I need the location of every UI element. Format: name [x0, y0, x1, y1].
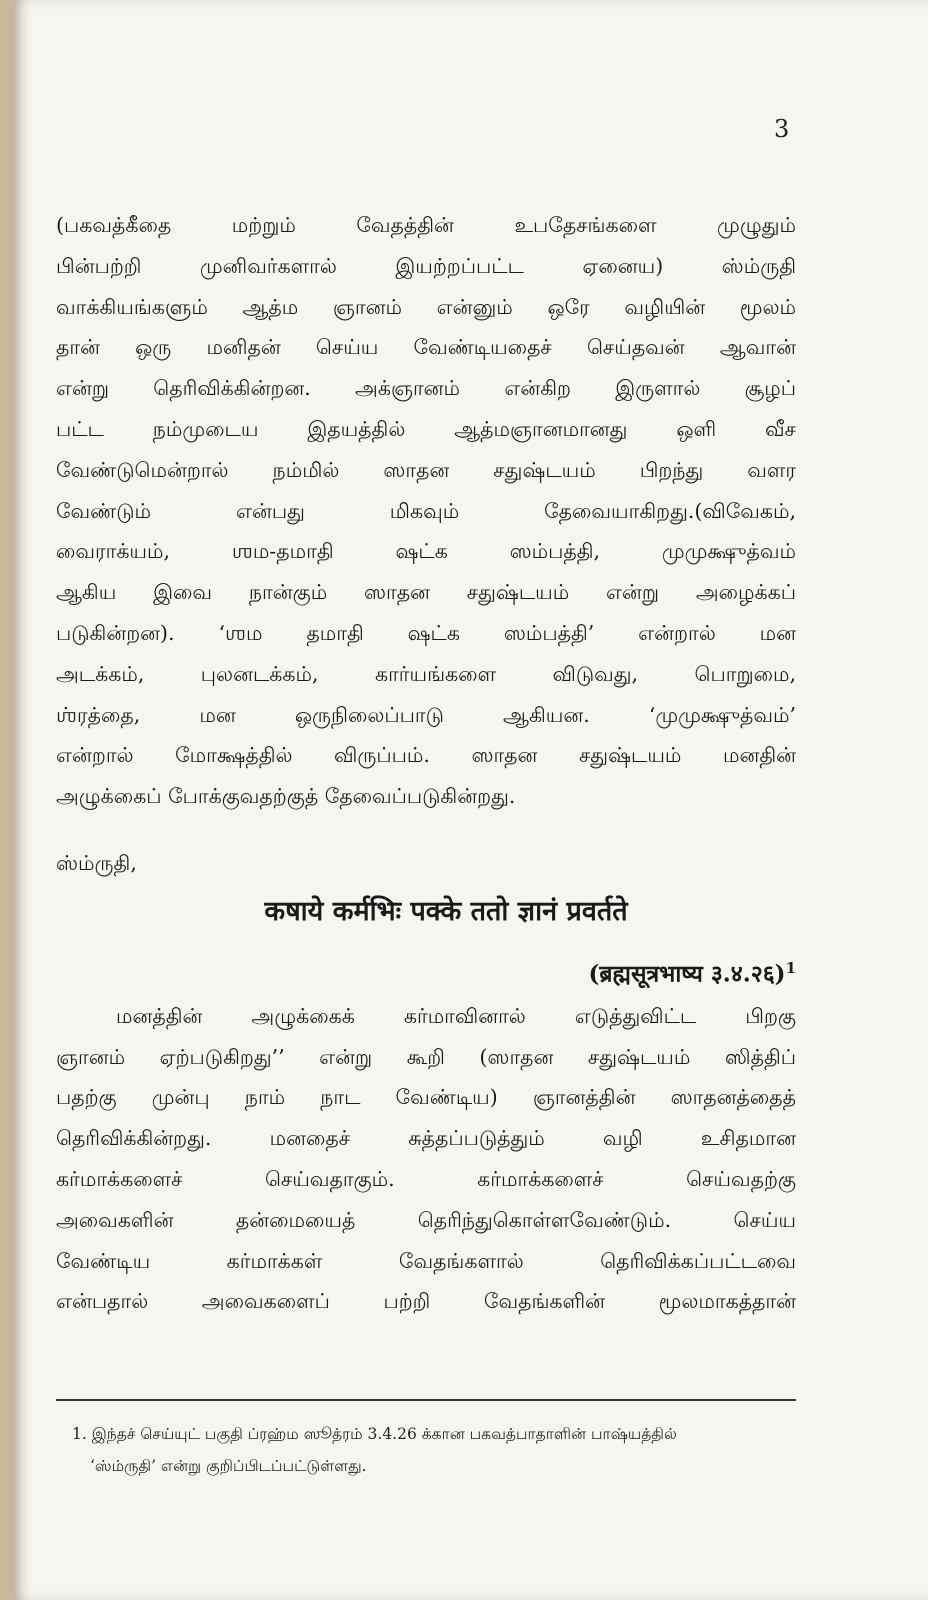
- paragraph-line: அழுக்கைப் போக்குவதற்குத் தேவைப்படுகின்றது.: [56, 784, 516, 809]
- paragraph-1: [56, 205, 796, 817]
- footnote-1-continued: ‘ஸ்ம்ருதி’ என்று குறிப்பிடப்பட்டுள்ளது.: [90, 1457, 367, 1475]
- footnote-text: இந்தச் செய்யுட் பகுதி ப்ரஹ்ம ஸூத்ரம் 3.4.26 க்கான பகவத்பாதாளின் பாஷ்யத்தில்: [91, 1425, 677, 1443]
- paragraph-line: அவைகளின் தன்மையைத் தெரிந்துகொள்ளவேண்டும். செய்ய: [56, 1207, 796, 1232]
- paragraph-line: தான் ஒரு மனிதன் செய்ய வேண்டியதைச் செய்தவன் ஆவான்: [56, 335, 796, 360]
- paragraph-line: கர்மாக்களைச் செய்வதாகும். கர்மாக்களைச் செய்வதற்கு: [56, 1166, 796, 1191]
- book-page: [14, 0, 928, 1600]
- paragraph-line: ஞானம் ஏற்படுகிறது’’ என்று கூறி (ஸாதன சதுஷ்டயம் ஸித்திப்: [56, 1044, 796, 1069]
- paragraph-line: தெரிவிக்கின்றது. மனதைச் சுத்தப்படுத்தும் வழி உசிதமான: [56, 1126, 796, 1151]
- footnote-divider: [56, 1399, 796, 1401]
- footnotes: [72, 1418, 802, 1482]
- paragraph-line: வேண்டிய கர்மாக்கள் வேதங்களால் தெரிவிக்கப்பட்டவை: [56, 1248, 796, 1273]
- paragraph-line: பட்ட நம்முடைய இதயத்தில் ஆத்மஞானமானது ஒளி வீச: [56, 416, 796, 441]
- footnote-ref: 1: [785, 958, 796, 977]
- paragraph-2: [56, 996, 796, 1322]
- smruti-label: ஸ்ம்ருதி,: [56, 850, 137, 875]
- paragraph-line: வைராக்யம், ஶம-தமாதி ஷட்க ஸம்பத்தி, முமுக்ஷுத்வம்: [56, 539, 796, 564]
- sanskrit-verse: कषाये कर्मभिः पक्के ततो ज्ञानं प्रवर्तते: [264, 895, 628, 927]
- paragraph-line: வேண்டுமென்றால் நம்மில் ஸாதன சதுஷ்டயம் பிறந்து வளர: [56, 457, 796, 482]
- paragraph-line: என்றால் மோக்ஷத்தில் விருப்பம். ஸாதன சதுஷ்டயம் மனதின்: [56, 743, 796, 768]
- footnote-1: [72, 1418, 802, 1450]
- citation-text: (ब्रह्मसूत्रभाष्य ३.४.२६): [588, 960, 786, 988]
- paragraph-line: மனத்தின் அழுக்கைக் கர்மாவினால் எடுத்துவிட்ட பிறகு: [116, 1003, 796, 1028]
- page-number: 3: [774, 115, 790, 143]
- paragraph-line: ஶ்ரத்தை, மன ஒருநிலைப்பாடு ஆகியன. ‘முமுக்ஷுத்வம்’: [56, 702, 796, 727]
- paragraph-line: வேண்டும் என்பது மிகவும் தேவையாகிறது.(விவேகம்,: [56, 498, 796, 523]
- body-text: [56, 205, 796, 1322]
- paragraph-line: என்பதால் அவைகளைப் பற்றி வேதங்களின் மூலமாகத்தான்: [56, 1289, 796, 1314]
- footnote-number: 1.: [72, 1425, 87, 1443]
- paragraph-line: (பகவத்கீதை மற்றும் வேதத்தின் உபதேசங்களை முழுதும்: [56, 213, 796, 237]
- verse-citation: [56, 940, 796, 996]
- paragraph-line: வாக்கியங்களும் ஆத்ம ஞானம் என்னும் ஒரே வழியின் மூலம்: [56, 294, 796, 319]
- paragraph-line: அடக்கம், புலனடக்கம், கார்யங்களை விடுவது, பொறுமை,: [56, 661, 796, 686]
- paragraph-line: படுகின்றன). ‘ஶம தமாதி ஷட்க ஸம்பத்தி’ என்றால் மன: [56, 620, 796, 645]
- paragraph-gap: [56, 817, 796, 843]
- paragraph-line: ஆகிய இவை நான்கும் ஸாதன சதுஷ்டயம் என்று அழைக்கப்: [56, 580, 796, 605]
- paragraph-line: பின்பற்றி முனிவர்களால் இயற்றப்பட்ட ஏனைய) ஸ்ம்ருதி: [56, 253, 796, 278]
- paragraph-line: பதற்கு முன்பு நாம் நாட வேண்டிய) ஞானத்தின் ஸாதனத்தைத்: [56, 1085, 796, 1110]
- paragraph-line: என்று தெரிவிக்கின்றன. அக்ஞானம் என்கிற இருளால் சூழப்: [56, 376, 796, 401]
